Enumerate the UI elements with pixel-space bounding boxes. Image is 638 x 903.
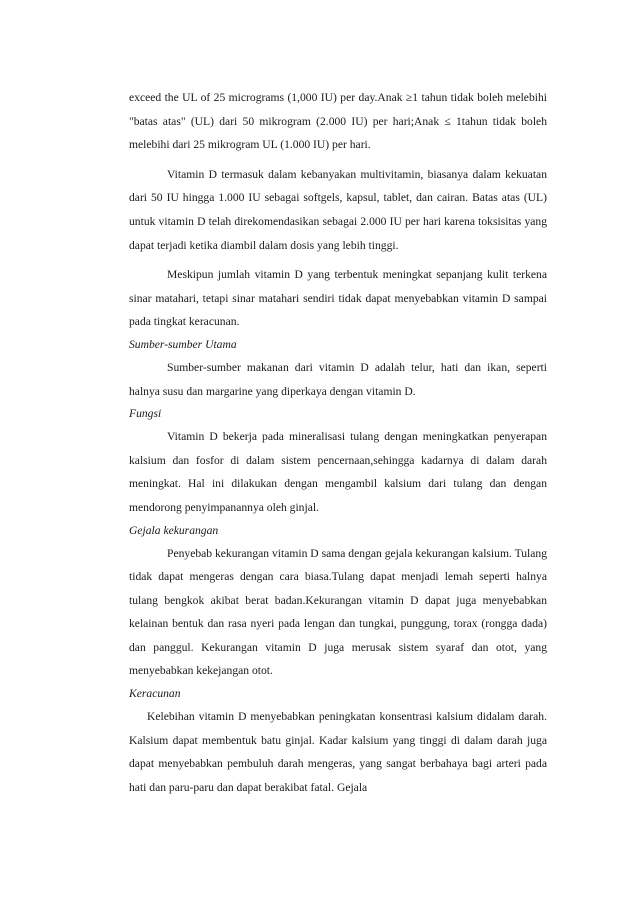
paragraph-multivitamin: Vitamin D termasuk dalam kebanyakan multivitamin, biasanya dalam kekuatan dari 50 IU hingga 1.000 IU sebagai softgels, kapsul, tablet, dan cairan. Batas atas (UL) untuk vitamin D telah direkomendasikan sebagai 2.000 IU per hari karena toksisitas yang dapat terjadi ketika diambil dalam dosis yang lebih tinggi. [129,167,547,252]
heading-sumber-utama: Sumber-sumber Utama [129,337,237,351]
paragraph-sunlight: Meskipun jumlah vitamin D yang terbentuk meningkat sepanjang kulit terkena sinar matahari, tetapi sinar matahari sendiri tidak dapat menyebabkan vitamin D sampai pada tingkat keracunan. [129,268,547,329]
paragraph-keracunan: Kelebihan vitamin D menyebabkan peningkatan konsentrasi kalsium didalam darah. Kalsium dapat membentuk batu ginjal. Kadar kalsium yang tinggi di dalam darah juga dapat menyebabkan pembuluh darah mengeras, yang sangat berbahaya bagi arteri pada hati dan paru-paru dan dapat berakibat fatal. Gejala [129,710,547,794]
heading-keracunan: Keracunan [129,687,181,701]
paragraph-gejala: Penyebab kekurangan vitamin D sama dengan gejala kekurangan kalsium. Tulang tidak dapat mengeras dengan cara biasa.Tulang dapat menjadi lemah seperti halnya tulang bengkok akibat berat badan.Kekurangan vitamin D dapat juga menyebabkan kelainan bentuk dan rasa nyeri pada lengan dan tungkai, punggung, torax (rongga dada) dan panggul. Kekurangan vitamin D juga merusak sistem syaraf dan otot, yang menyebabkan kekejangan otot. [129,546,547,678]
paragraph-sumber: Sumber-sumber makanan dari vitamin D adalah telur, hati dan ikan, seperti halnya susu dan margarine yang diperkaya dengan vitamin D. [129,360,547,398]
paragraph-fungsi: Vitamin D bekerja pada mineralisasi tulang dengan meningkatkan penyerapan kalsium dan fosfor di dalam sistem pencernaan,sehingga kadarnya di dalam darah meningkat. Hal ini dilakukan dengan mengambil kalsium dari tulang dan dengan mendorong penyimpanannya oleh ginjal. [129,430,547,514]
heading-fungsi: Fungsi [129,407,162,421]
heading-gejala-kekurangan: Gejala kekurangan [129,523,219,537]
paragraph-ul-limits: exceed the UL of 25 micrograms (1,000 IU) per day.Anak ≥1 tahun tidak boleh melebihi "batas atas" (UL) dari 50 mikrogram (2.000 IU) per hari;Anak ≤ 1tahun tidak boleh melebihi dari 25 mikrogram UL (1.000 IU) per hari. [129,91,547,152]
page-content [129,86,547,799]
